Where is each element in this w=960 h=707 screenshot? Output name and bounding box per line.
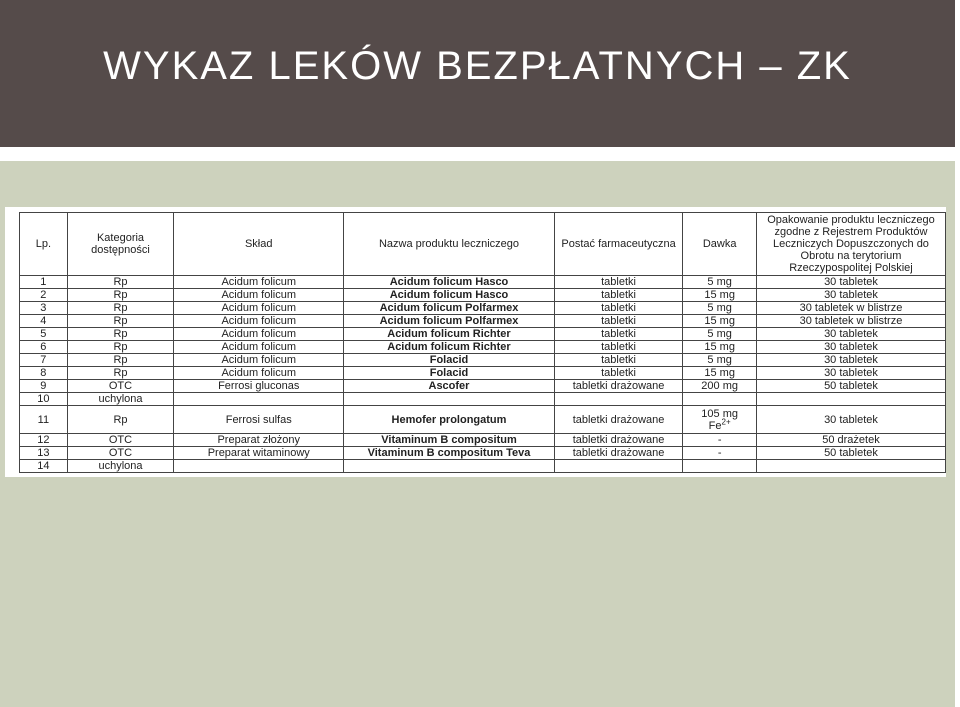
cell-lp: 8 xyxy=(20,367,68,380)
table-panel xyxy=(5,207,946,477)
cell-opakowanie xyxy=(756,393,945,406)
table-row xyxy=(20,367,946,380)
cell-nazwa: Acidum folicum Richter xyxy=(344,328,555,341)
dawka-ion-charge: 2+ xyxy=(721,416,731,426)
table-row xyxy=(20,354,946,367)
cell-lp: 7 xyxy=(20,354,68,367)
cell-dawka: 5 mg xyxy=(683,276,757,289)
cell-dawka: 5 mg xyxy=(683,302,757,315)
cell-sklad: Acidum folicum xyxy=(174,276,344,289)
cell-postac: tabletki drażowane xyxy=(554,447,683,460)
cell-lp: 3 xyxy=(20,302,68,315)
cell-nazwa: Ascofer xyxy=(344,380,555,393)
header-sklad: Skład xyxy=(174,213,344,276)
cell-lp: 9 xyxy=(20,380,68,393)
cell-opakowanie: 30 tabletek xyxy=(756,341,945,354)
cell-nazwa xyxy=(344,393,555,406)
cell-nazwa: Hemofer prolongatum xyxy=(344,406,555,434)
cell-dawka: 15 mg xyxy=(683,315,757,328)
cell-kategoria: uchylona xyxy=(67,460,174,473)
cell-sklad: Acidum folicum xyxy=(174,315,344,328)
cell-dawka xyxy=(683,406,757,434)
cell-dawka: 15 mg xyxy=(683,367,757,380)
cell-nazwa xyxy=(344,460,555,473)
header-opakowanie: Opakowanie produktu leczniczego zgodne z Rejestrem Produktów Leczniczych Dopuszczonych do Obrotu na terytorium Rzeczypospolitej Polskiej xyxy=(756,213,945,276)
cell-kategoria: Rp xyxy=(67,354,174,367)
dawka-value: 105 mg xyxy=(701,407,738,420)
cell-opakowanie: 30 tabletek xyxy=(756,354,945,367)
cell-sklad: Ferrosi gluconas xyxy=(174,380,344,393)
cell-kategoria: Rp xyxy=(67,302,174,315)
table-row xyxy=(20,393,946,406)
table-row xyxy=(20,434,946,447)
cell-postac: tabletki xyxy=(554,276,683,289)
cell-kategoria: OTC xyxy=(67,434,174,447)
cell-sklad: Acidum folicum xyxy=(174,341,344,354)
table-row xyxy=(20,341,946,354)
dawka-ion: Fe xyxy=(708,419,722,432)
table-row xyxy=(20,328,946,341)
cell-opakowanie: 30 tabletek xyxy=(756,276,945,289)
cell-nazwa: Acidum folicum Hasco xyxy=(344,276,555,289)
cell-dawka: 5 mg xyxy=(683,354,757,367)
table-row xyxy=(20,447,946,460)
cell-nazwa: Acidum folicum Polfarmex xyxy=(344,315,555,328)
header-nazwa: Nazwa produktu leczniczego xyxy=(344,213,555,276)
cell-postac: tabletki drażowane xyxy=(554,406,683,434)
cell-postac: tabletki xyxy=(554,341,683,354)
cell-dawka xyxy=(683,393,757,406)
cell-opakowanie xyxy=(756,460,945,473)
page-title: WYKAZ LEKÓW BEZPŁATNYCH – ZK xyxy=(103,44,852,88)
cell-opakowanie: 30 tabletek w blistrze xyxy=(756,302,945,315)
cell-nazwa: Acidum folicum Hasco xyxy=(344,289,555,302)
cell-postac: tabletki drażowane xyxy=(554,434,683,447)
cell-postac: tabletki xyxy=(554,302,683,315)
cell-sklad: Preparat złożony xyxy=(174,434,344,447)
table-row xyxy=(20,276,946,289)
cell-opakowanie: 50 tabletek xyxy=(756,447,945,460)
cell-kategoria: Rp xyxy=(67,328,174,341)
table-row xyxy=(20,289,946,302)
cell-postac xyxy=(554,460,683,473)
cell-postac: tabletki xyxy=(554,315,683,328)
header-lp: Lp. xyxy=(20,213,68,276)
header-dawka: Dawka xyxy=(683,213,757,276)
cell-opakowanie: 50 tabletek xyxy=(756,380,945,393)
cell-opakowanie: 30 tabletek xyxy=(756,289,945,302)
cell-sklad: Ferrosi sulfas xyxy=(174,406,344,434)
table-header-row xyxy=(20,213,946,276)
cell-dawka: - xyxy=(683,434,757,447)
cell-postac: tabletki drażowane xyxy=(554,380,683,393)
cell-opakowanie: 30 tabletek w blistrze xyxy=(756,315,945,328)
cell-sklad xyxy=(174,393,344,406)
cell-postac: tabletki xyxy=(554,289,683,302)
cell-kategoria: Rp xyxy=(67,341,174,354)
cell-dawka xyxy=(683,460,757,473)
cell-kategoria: Rp xyxy=(67,315,174,328)
cell-lp: 14 xyxy=(20,460,68,473)
table-row xyxy=(20,380,946,393)
cell-dawka: 200 mg xyxy=(683,380,757,393)
cell-opakowanie: 50 drażetek xyxy=(756,434,945,447)
cell-postac: tabletki xyxy=(554,367,683,380)
cell-lp: 11 xyxy=(20,406,68,434)
cell-kategoria: Rp xyxy=(67,406,174,434)
cell-lp: 6 xyxy=(20,341,68,354)
cell-nazwa: Acidum folicum Polfarmex xyxy=(344,302,555,315)
cell-dawka: 15 mg xyxy=(683,289,757,302)
cell-nazwa: Vitaminum B compositum xyxy=(344,434,555,447)
cell-kategoria: uchylona xyxy=(67,393,174,406)
cell-lp: 13 xyxy=(20,447,68,460)
cell-sklad: Acidum folicum xyxy=(174,367,344,380)
header-kategoria: Kategoria dostępności xyxy=(67,213,174,276)
cell-lp: 1 xyxy=(20,276,68,289)
table-row xyxy=(20,315,946,328)
cell-postac: tabletki xyxy=(554,328,683,341)
cell-sklad: Preparat witaminowy xyxy=(174,447,344,460)
header-postac: Postać farmaceutyczna xyxy=(554,213,683,276)
cell-lp: 5 xyxy=(20,328,68,341)
cell-kategoria: Rp xyxy=(67,289,174,302)
cell-dawka: 15 mg xyxy=(683,341,757,354)
cell-nazwa: Folacid xyxy=(344,367,555,380)
cell-lp: 10 xyxy=(20,393,68,406)
cell-kategoria: OTC xyxy=(67,380,174,393)
table-row xyxy=(20,460,946,473)
cell-sklad xyxy=(174,460,344,473)
cell-nazwa: Acidum folicum Richter xyxy=(344,341,555,354)
cell-dawka: - xyxy=(683,447,757,460)
cell-postac: tabletki xyxy=(554,354,683,367)
cell-lp: 12 xyxy=(20,434,68,447)
cell-opakowanie: 30 tabletek xyxy=(756,367,945,380)
cell-kategoria: Rp xyxy=(67,367,174,380)
cell-postac xyxy=(554,393,683,406)
cell-nazwa: Folacid xyxy=(344,354,555,367)
cell-opakowanie: 30 tabletek xyxy=(756,328,945,341)
cell-sklad: Acidum folicum xyxy=(174,328,344,341)
cell-kategoria: OTC xyxy=(67,447,174,460)
cell-nazwa: Vitaminum B compositum Teva xyxy=(344,447,555,460)
cell-sklad: Acidum folicum xyxy=(174,354,344,367)
drug-list-table xyxy=(19,212,946,473)
cell-lp: 4 xyxy=(20,315,68,328)
cell-sklad: Acidum folicum xyxy=(174,302,344,315)
cell-kategoria: Rp xyxy=(67,276,174,289)
table-body xyxy=(20,276,946,473)
title-bar xyxy=(0,0,955,147)
table-row xyxy=(20,302,946,315)
cell-lp: 2 xyxy=(20,289,68,302)
table-row xyxy=(20,406,946,434)
cell-sklad: Acidum folicum xyxy=(174,289,344,302)
cell-opakowanie: 30 tabletek xyxy=(756,406,945,434)
cell-dawka: 5 mg xyxy=(683,328,757,341)
